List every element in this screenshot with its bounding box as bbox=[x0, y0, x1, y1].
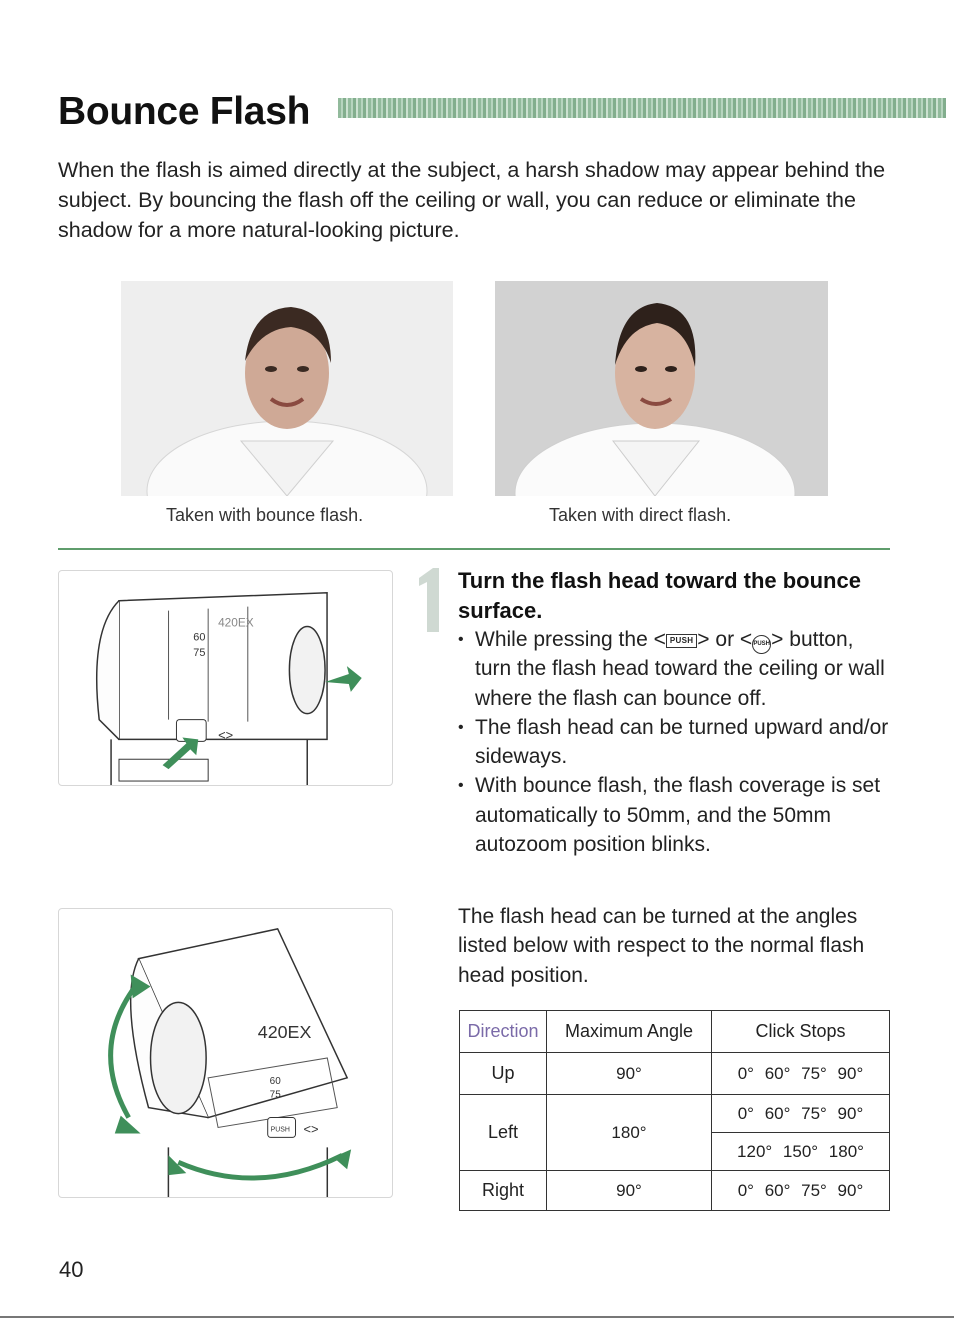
instruction-item: • While pressing the < PUSH > or <PUSH> button, turn the flash head toward the ceiling or wall where the flash can bounce off. bbox=[458, 625, 894, 713]
page-title: Bounce Flash bbox=[58, 90, 311, 133]
direct-flash-caption: Taken with direct flash. bbox=[549, 505, 732, 525]
bounce-angles-table bbox=[459, 1010, 890, 1211]
instruction-item: • With bounce flash, the flash coverage is set automatically to 50mm, and the 50mm autozoom position blinks. bbox=[458, 771, 894, 859]
bounce-flash-caption: Taken with bounce flash. bbox=[166, 505, 364, 525]
page-bottom-edge bbox=[0, 1316, 954, 1318]
svg-text:<>: <> bbox=[303, 1121, 319, 1137]
click-stops-cell: 0° 60° 75° 90° bbox=[712, 1095, 890, 1133]
direction-cell: Up bbox=[460, 1053, 547, 1095]
direction-cell: Left bbox=[460, 1095, 547, 1171]
page-number: 40 bbox=[59, 1257, 84, 1282]
table-row bbox=[460, 1053, 890, 1095]
push-label: PUSH bbox=[270, 1126, 290, 1134]
model-name-label: 420EX bbox=[218, 615, 254, 630]
max-angle-cell: 90° bbox=[547, 1053, 712, 1095]
flash-push-button-illustration bbox=[58, 570, 393, 786]
header-maximum-angle: Maximum Angle bbox=[547, 1011, 712, 1053]
table-row bbox=[460, 1095, 890, 1133]
click-stops-cell: 0° 60° 75° 90° bbox=[712, 1171, 890, 1211]
table-header-row bbox=[460, 1011, 890, 1053]
model-name-label: 420EX bbox=[257, 1022, 312, 1043]
click-stops-cell: 120° 150° 180° bbox=[712, 1133, 890, 1171]
push-circle-icon: PUSH bbox=[752, 635, 771, 654]
push-key-icon: PUSH bbox=[666, 634, 697, 648]
intro-paragraph: When the flash is aimed directly at the subject, a harsh shadow may appear behind the subject. By bouncing the flash off the ceiling or wall, you can reduce or eliminate the shadow for a more natural-looking picture. bbox=[58, 158, 886, 242]
svg-text:60: 60 bbox=[269, 1075, 281, 1087]
zoom-mark-60: 60 bbox=[193, 631, 206, 644]
instruction-list bbox=[458, 625, 894, 859]
direct-flash-photo bbox=[495, 281, 828, 496]
flash-rotation-illustration bbox=[58, 908, 393, 1198]
svg-text:<>: <> bbox=[218, 727, 234, 743]
svg-text:75: 75 bbox=[269, 1089, 281, 1101]
click-stops-cell: 0° 60° 75° 90° bbox=[712, 1053, 890, 1095]
table-row bbox=[460, 1171, 890, 1211]
angles-intro: The flash head can be turned at the angles listed below with respect to the normal flash head position. bbox=[458, 905, 865, 987]
max-angle-cell: 90° bbox=[547, 1171, 712, 1211]
header-click-stops: Click Stops bbox=[712, 1011, 890, 1053]
header-direction: Direction bbox=[460, 1011, 547, 1053]
title-decorative-bar bbox=[338, 98, 946, 118]
bounce-flash-photo bbox=[121, 281, 453, 496]
direction-cell: Right bbox=[460, 1171, 547, 1211]
step-number-badge bbox=[413, 568, 439, 632]
step-heading: Turn the flash head toward the bounce surface. bbox=[458, 568, 861, 623]
max-angle-cell: 180° bbox=[547, 1095, 712, 1171]
instruction-item: • The flash head can be turned upward and/or sideways. bbox=[458, 713, 894, 772]
zoom-mark-75: 75 bbox=[193, 647, 206, 660]
section-divider bbox=[58, 548, 890, 550]
